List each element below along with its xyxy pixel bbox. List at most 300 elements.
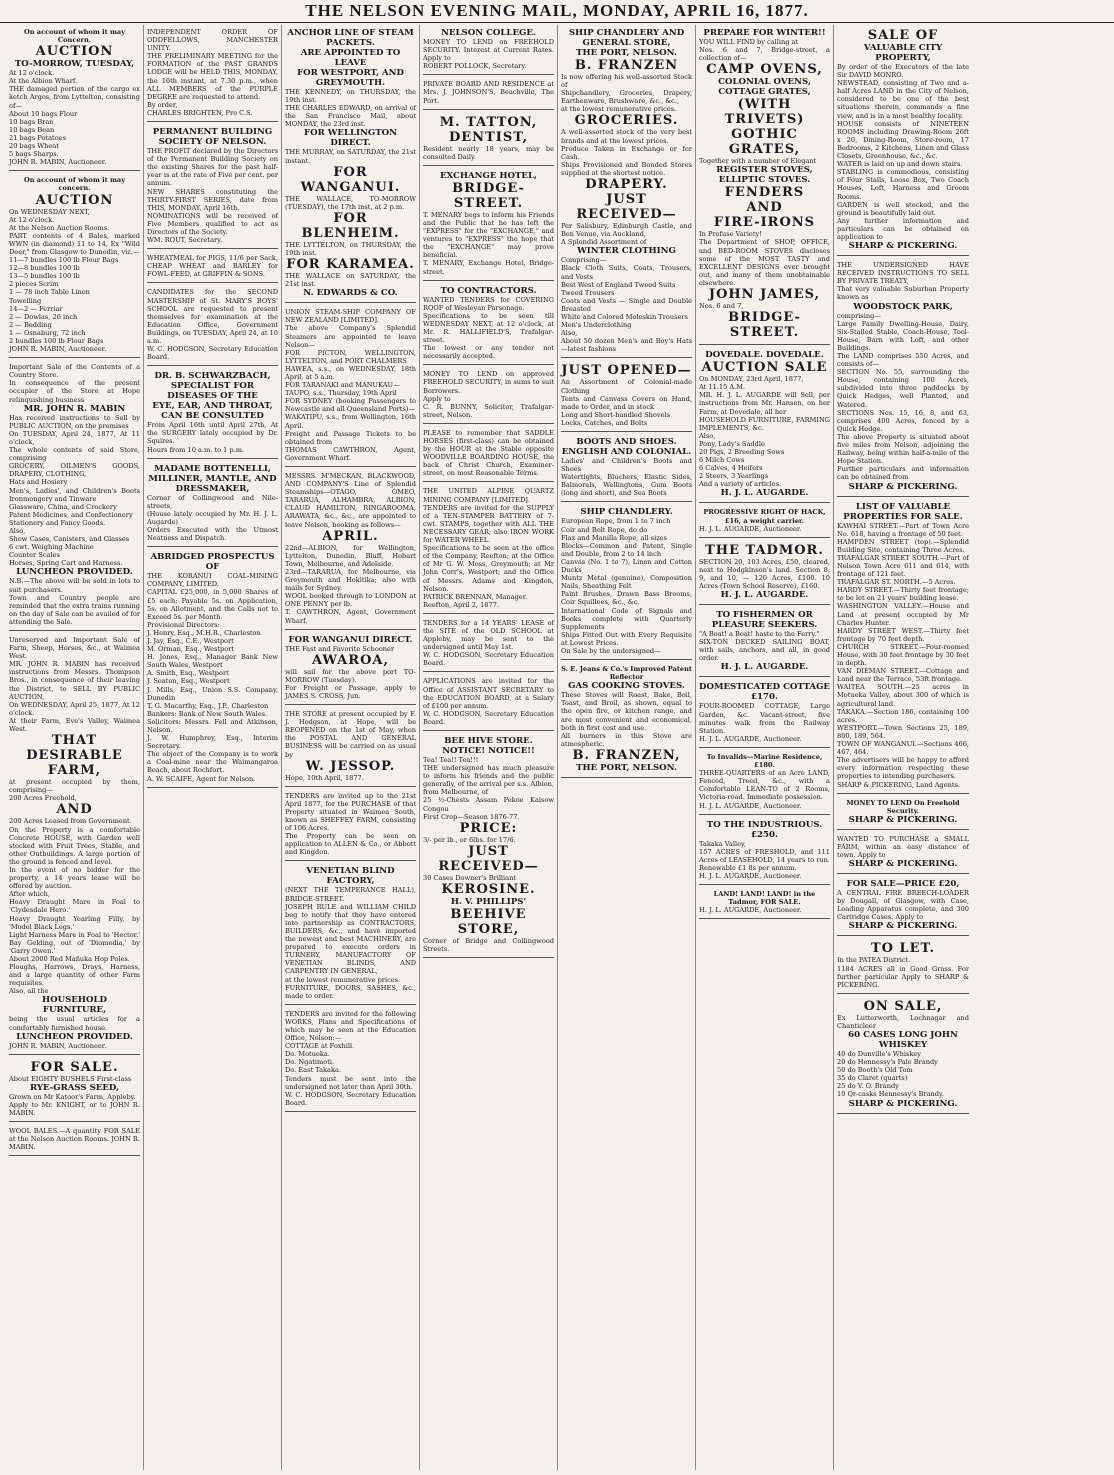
ad-text-line: First Crop—Season 1876-77. [423,812,520,821]
ad-text-line: J. Jay, Esq., C.E., Westport [147,636,234,645]
ad-text-line: being the usual articles for a comfortably furnished house. [9,1015,140,1032]
advertisement [285,863,416,1004]
ad-text-line: A CENTRAL FIRE BREECH-LOADER by Dougall, of Glasgow, with Case, Loading Apparatus complete, and 300 Cartridge Cases. Apply to [837,889,969,922]
ad-text-line: In the event of no bidder for the property, a 14 years lease will be offered by auction. [9,865,140,891]
ad-text-line: 5 bags Sharps. [9,150,59,159]
advertisement [423,367,554,424]
ad-text-line: 10 Qr-casks Hennessy's Brandy. [837,1090,944,1099]
ad-text-line: 2 pieces Scrim [9,280,59,289]
ad-text-line: THE WALLACE, TO-MORROW (TUESDAY), the 17th inst, at 2 p.m. [285,194,416,211]
ad-text-line: SIX-TON DECKED SAILING BOAT, with sails, anchors, and all, in good order. [699,638,830,663]
ad-text-line: Also, all the [9,987,49,996]
advertisement [699,540,830,605]
ad-text-line: Resident nearly 18 years, may be consulted Daily. [423,144,554,161]
ad-text-line: STABLING is commodious, consisting of Four Stalls, Loose Box, Two Coach Houses, Loft, Harness and Groom Rooms. [837,168,969,201]
ad-text-line: Hours from 10 a.m. to 1 p.m. [147,445,245,454]
column-2 [144,25,282,1470]
ad-text-line: CANDIDATES for the SECOND MASTERSHIP of St. MARY'S BOYS' SCHOOL are requested to present themselves for examination at the Education Office, Government Buildings, on TUESDAY, April 24, at 10 a.m. [147,288,278,345]
ad-heading: TO FISHERMEN OR PLEASURE SEEKERS. [711,610,818,631]
ad-text-line: Comprising— [561,256,607,265]
ad-text-line: Bay Gelding, out of 'Diomedia,' by 'Garry Owen.' [9,938,140,955]
ad-text-line: Horses, Spring Cart and Harness. [9,559,123,568]
advertisement [285,305,416,467]
ad-text-line: Large Family Dwelling-House, Dairy, Six-Stalled Stable, Coach-House, Tool-House, Barn with Loft, and other Buildings. [837,319,969,352]
advertisement [561,360,692,432]
ad-heading: MR. JOHN R. MABIN [23,403,126,414]
advertisement [9,1124,140,1156]
ad-text-line: JOSEPH RULE and WILLIAM CHILD beg to notify that they have entered into partnership as CONTRACTORS, BUILDERS, &c., and have imported the newest and best MACHINERY, are prepared to execute orders in TURNERY, MANUFACTORY OF VENETIAN BLINDS, AND CARPENTRY IN GENERAL, [285,902,416,976]
ad-text-line: H. Jones, Esq., Manager Bank New South Wales, Westport [147,653,278,670]
ad-text-line: MR. H. J. L. AUGARDE will Sell, per instructions from Mr. Hansen, on her Farm, at Dovedale, all her [699,391,830,416]
ad-text-line: GROCERY, OILMEN'S GOODS, DRAPERY, CLOTHING, [9,462,140,479]
advertisement [9,173,140,358]
ad-text-line: The whole contents of said Store, comprising [9,446,140,463]
ad-text-line: Corner of Collingwood and Nile-streets, [147,493,278,510]
advertisement [837,25,969,256]
ad-text-line: HOUSEHOLD FURNITURE, FARMING IMPLEMENTS, &c. [699,415,830,432]
ad-text-line: 20 Pigs, 2 Breeding Sows [699,447,785,456]
ad-heading: SHARP & PICKERING. [848,241,958,252]
ad-heading: TO THE INDUSTRIOUS. £250. [706,819,823,840]
ad-text-line: Further particulars and information can be obtained from [837,465,969,482]
ad-heading: H. J. L. AUGARDE. [720,488,809,499]
ad-text-line: The lowest or any tender not necessarily accepted. [423,344,554,361]
newspaper-page [6,25,1110,1470]
ad-text-line: Towelling [9,296,42,305]
ad-text-line: Blocks—Common and Patent, Single and Double, from 2 to 14 inch [561,541,692,558]
ad-heading: DENTIST, [449,129,528,145]
ad-text-line: Nos. 6 and 7, Bridge-street, a collection of— [699,46,830,63]
ad-text-line: MONEY TO LEND On Freehold Security. [846,798,960,815]
advertisement [147,549,278,787]
ad-heading: VALUABLE CITY PROPERTY, [863,43,943,63]
ad-text-line: Ships Fitted Out with Every Requisite at Lowest Prices. [561,630,692,647]
ad-heading: KEROSINE. [441,881,536,897]
ad-heading: MADAME BOTTENELLI, [154,463,271,474]
ad-text-line: N.B.—The above will be sold in lots to suit purchasers. [9,577,140,594]
ad-heading: MILLINER, MANTLE, AND DRESSMAKER, [148,473,277,494]
ad-heading: AUCTION [35,44,114,60]
ad-text-line: About 2000 Red Mañuka Hop Poles. [9,955,130,963]
ad-text-line: Apply to [423,394,451,403]
advertisement [285,632,416,705]
ad-text-line: An Assortment of Colonial-made Clothing [561,378,692,395]
ad-text-line: JOHN R. MABIN, Auctioneer. [9,1041,107,1050]
advertisement [699,679,830,747]
ad-text-line: at the lowest remunerative prices. [561,105,677,114]
ad-text-line: International Code of Signals and Books complete with Quarterly Supplements [561,606,692,631]
ad-text-line: After which, [9,890,50,899]
advertisement [423,168,554,281]
ad-text-line: THE LYTTELTON, on THURSDAY, the 19th inst. [285,240,416,257]
advertisement [285,25,416,303]
ad-heading: 60 CASES LONG JOHN WHISKEY [848,1030,958,1050]
ad-text-line: By order of the Executors of the late Sir DAVID MONRO. [837,63,969,80]
ad-text-line: comprising— [837,311,881,320]
ad-text-line: Also, [9,526,26,535]
ad-text-line: 157 ACRES of FRESHOLD, and 111 Acres of LEASEHOLD, 14 years to run. Renewable £1 8s per annum. [699,847,830,872]
ad-text-line: Black Cloth Suits, Coats, Trousers, and Vests [561,264,692,281]
ad-text-line: At 12 o'clock. [9,215,55,224]
ad-text-line: On Sale by the undersigned— [561,646,661,655]
ad-heading: TO CONTRACTORS. [440,285,537,296]
ad-text-line: On WEDNESDAY NEXT, [9,207,90,216]
ad-text-line: VAN DIEMAN STREET.—Cottage and Land near the Terrace, 53ft frontage. [837,667,969,684]
ad-text-line: at present occupied by them, comprising— [9,778,140,795]
ad-text-line: Stationery and Fancy Goods. [9,518,106,527]
advertisement [147,368,278,458]
ad-text-line: (NEXT THE TEMPERANCE HALL), BRIDGE-STREET. [285,886,416,903]
ad-text-line: White and Colored Moleskin Trousers [561,312,688,321]
ad-text-line: Town and Country people are reminded that the extra trains running on the day of Sale can be availed of for attending the Sale. [9,593,140,626]
ad-text-line: TAUPO, s.s., Thursday, 19th April [285,389,397,398]
ad-text-line: "A Boat! a Boat! haste to the Ferry." [699,630,820,639]
ad-text-line: TENDERS for a 14 YEARS' LEASE of the SITE of the OLD SCHOOL at Appleby, may be sent to the undersigned until May 1st. [423,618,554,652]
advertisement [147,25,278,122]
ad-heading: WINTER CLOTHING [577,246,676,257]
ad-text-line: 22nd—ALBION, for Wellington, Lyttelton, Dunedin, Bluff, Hobart Town, Melbourne, and Adelaide. [285,543,416,568]
column-6 [696,25,834,1470]
ad-heading: FARM, [47,763,102,779]
ad-text-line: Solicitors: Messrs. Fell and Atkinson, Nelson. [147,717,278,734]
ad-text-line: Counter Scales [9,551,60,560]
ad-text-line: WANTED TENDERS for COVERING ROOF of Wesleyan Parsonage. [423,295,554,312]
ad-text-line: YOU WILL FIND by calling at [699,38,799,46]
ad-text-line: Patent Medicines, and Confectionery [9,510,133,519]
ad-text-line: HARDY STREET WEST.—Thirty feet frontage by 70 feet depth. [837,626,969,643]
ad-text-line: European Rope, from 1 to 7 inch [561,517,671,526]
ad-text-line: Takaka Valley, [699,839,746,848]
ad-text-line: In the PATEA District. [837,956,911,965]
ad-text-line: THE KORANUI COAL-MINING COMPANY, LIMITED. [147,572,278,589]
ad-text-line: Ships Provisioned and Bonded Stores supplied at the shortest notice. [561,160,692,177]
ad-heading: BEEHIVE STORE, [450,906,527,937]
ad-heading: DOVEDALE. DOVEDALE. [705,350,824,361]
ad-text-line: Tents and Canvass Covers on Hand, made to Order, and in stock [561,394,692,411]
ad-text-line: TRAFALGAR ST. NORTH.—5 Acres. [837,578,956,587]
ad-text-line: 200 Acres Leased from Government. [9,817,132,826]
ad-text-line: Locks, Catches, and Bolts [561,418,648,427]
ad-heading: JUST RECEIVED— [438,843,539,874]
ad-text-line: Also, [699,431,716,440]
ad-text-line: at the lowest remunerative prices. [285,975,401,984]
ad-heading: JUST RECEIVED— [576,192,677,223]
ad-text-line: 200 Acres Freehold, [9,794,77,803]
ad-heading: ARE APPOINTED TO LEAVE [300,48,401,68]
advertisement [285,789,416,862]
ad-text-line: THE PROFIT declared by the Directors of the Permanent Building Society on the existing Shares for the past half-year is at the rate of Five per cent. per annum. [147,147,278,188]
ad-heading: B. FRANZEN, [572,747,681,763]
ad-heading: COTTAGE GRATES, [718,87,811,98]
ad-text-line: TOWN OF WANGANUI.—Sections 466, 467, 464. [837,740,969,757]
ad-heading: THAT DESIRABLE [26,733,123,764]
ad-text-line: WAITEA SOUTH.—25 acres in Motueka Valley, about 300 of which is agricultural land. [837,683,969,708]
ad-text-line: Men's, Ladies', and Children's Boots Ironmongery and Tinware [9,486,140,503]
ad-heading: CAN BE CONSULTED [161,411,264,422]
ad-text-line: MESSRS. M'MECKAN, BLACKWOOD, AND COMPANY'S Line of Splendid Steamships—OTAGO, OMEO, TARARUA, ALHAMBRA, ALBION, CLAUD HAMILTON, RINGAROOMA, ARAWATA, &c., &c., are appointed to leave Nelson, booking as follows— [285,472,416,529]
advertisement [561,25,692,358]
ad-heading: FOR WANGANUI DIRECT. [288,634,413,645]
ad-text-line: KAWHAI STREET.—Part of Town Acre No. 618, having a frontage of 50 feet. [837,521,969,538]
ad-text-line: 2 — Dowlas, 26 inch [9,312,78,321]
advertisement [699,887,830,919]
ad-text-line: In consequence of the present occupier of the Store at Hope relinquishing business [9,379,140,404]
ad-text-line: GARDEN is well stocked, and the ground is beautifully laid out. [837,200,969,217]
ad-heading: CAMP OVENS, [706,62,823,78]
ad-text-line: Freight and Passage Tickets to be obtained from [285,429,416,446]
ad-text-line: Tweed Trousers [561,288,615,297]
ad-text-line: 12—8 bundles 100 lb [9,264,80,273]
ad-text-line: A well-assorted stock of the very best brands and at the lowest prices. [561,128,692,145]
ad-heading: H. V. PHILLIPS' [450,896,527,907]
ad-text-line: SHARP & PICKERING, Land Agents. [837,780,961,789]
ad-heading: THE PORT, NELSON. [576,48,677,58]
ad-text-line: Important Sale of the Contents of a Country Store. [9,363,140,380]
ad-heading: SHARP & PICKERING. [848,921,958,932]
advertisement [423,77,554,109]
advertisement [9,360,140,631]
ad-text-line: Flax and Manilla Rope, all sizes [561,533,667,542]
ad-text-line: WATER is laid on up and down stairs. [837,160,963,169]
ad-text-line: Heavy Draught Yearling Filly, by 'Model Black Legs.' [9,914,140,931]
ad-heading: LUNCHEON PROVIDED. [16,567,133,578]
ad-text-line: 23rd—TARARUA, for Melbourne, via Greymouth and Hokitika; also with mails for Sydney. [285,567,416,593]
advertisement [837,996,969,1114]
column-3 [282,25,420,1470]
column-7 [834,25,972,1470]
ad-heading: NOTICE! NOTICE!! [442,746,535,756]
ad-heading: TO-MORROW, TUESDAY, [14,59,135,70]
ad-text-line: Paint Brushes, Drawn Bass Brooms, Coir Squillees, &c., &c. [561,590,692,607]
ad-text-line: M. Orman, Esq., Westport [147,645,234,654]
ad-heading: (WITH TRIVETS) [724,97,805,128]
ad-text-line: 2 Steers, 3 Yearlings [699,472,769,481]
ad-text-line: On WEDNESDAY, April 25, 1877, At 12 o'clock. [9,700,140,717]
column-5 [558,25,696,1470]
advertisement [9,1057,140,1122]
ad-text-line: On account of whom it may Concern. [23,28,126,45]
ad-text-line: PATRICK BRENNAN, Manager. [423,592,528,601]
ad-text-line: WOOL booked through to LONDON at ONE PENNY per lb. [285,592,416,609]
ad-text-line: A Splendid Assortment of [561,238,647,247]
ad-text-line: THE damaged portion of the cargo ex ketch Argos, from Lyttelton, consisting of— [9,85,140,110]
ad-text-line: Pony, Lady's Saddle [699,439,765,448]
ad-heading: EYE, EAR, AND THROAT, [152,401,273,412]
ad-text-line: THE MURRAY, on SATURDAY, the 21st instant. [285,148,416,165]
ad-heading: DOMESTICATED COTTAGE £170. [699,682,830,703]
ad-text-line: The above Company's Splendid Steamers are appointed to leave Nelson— [285,324,416,349]
ad-text-line: TENDERS are invited for the following WORKS, Plans and Specifications of which may be seen at the Education Office, Nelson:— [285,1009,416,1043]
ad-text-line: Best West of England Tweed Suits [561,280,676,289]
ad-text-line: 2 — Bedding [9,320,52,329]
ad-heading: ON SALE, [863,998,943,1014]
ad-text-line: By order, [147,100,178,109]
ad-text-line: Do. Motueka. [285,1050,330,1059]
ad-heading: H. J. L. AUGARDE. [720,590,809,601]
ad-text-line: J. Henry, Esq., M.H.R., Charleston [147,628,261,637]
ad-heading: DRAPERY. [585,177,668,193]
ad-text-line: Light Harness Mare in Foal to 'Hector.' [9,930,140,939]
ad-text-line: J. W. Humphrey, Esq., Interim Secretary. [147,734,278,751]
column-4 [420,25,558,1470]
ad-text-line: TENDERS are invited up to the 21st April 1877, for the PURCHASE of that Property situated in Waimea South, known as SHEFFEY FARM, consisting of 106 Acres. [285,791,416,833]
ad-text-line: FOUR-ROOMED COTTAGE, Large Garden, &c. Vacant-street, five minutes walk from the Railway Station. [699,702,830,735]
ad-text-line: THREE-QUARTERS of an Acre LAND, Fenced, Treed, &c., with a Comfortable LEAN-TO of 2 Rooms, Victoria-road. Immediate possession. [699,769,830,802]
ad-text-line: Grown on Mr Katoor's Farm, Appleby. [9,1092,136,1101]
ad-text-line: INDEPENDENT ORDER OF ODDFELLOWS, MANCHESTER UNITY. [147,28,278,53]
ad-heading: SALE OF [867,28,939,43]
ad-text-line: S. E. Jeans & Co.'s Improved Patent Reflector [561,665,692,682]
ad-text-line: On account of whom it may concern. [23,176,126,193]
ad-text-line: Tenders must be sent into the undersigned not later than April 30th. [285,1074,416,1091]
advertisement [561,434,692,502]
ad-text-line: Bankers: Bank of New South Wales. [147,709,268,718]
ad-heading: SPECIALIST FOR DISEASES OF THE [167,381,258,402]
advertisement [837,832,969,874]
ad-text-line: T. CAWTHRON, Agent, Government Wharf. [285,608,416,625]
ad-text-line: And a variety of articles. [699,480,782,489]
ad-text-line: Hats and Hosiery [9,478,68,487]
ad-heading: FOR KARAMEA. [286,257,415,273]
ad-text-line: 10 bags Bran [9,117,54,126]
ad-text-line: Shipchandlery, Groceries, Drapery, Earthenware, Brushware, &c., &c., [561,89,692,106]
ad-text-line: THE UNITED ALPINE QUARTZ MINING COMPANY [LIMITED]. [423,487,554,504]
ad-text-line: APPLICATIONS are invited for the Office of ASSISTANT SECRETARY to the EDUCATION BOARD, at a Salary of £100 per annum. [423,677,554,710]
ad-heading: B. FRANZEN [574,58,679,73]
advertisement [147,251,278,283]
ad-text-line: Long and Short-handled Shovels [561,410,670,419]
ad-text-line: 21 bags Potatoes [9,133,66,142]
ad-heading: ENGLISH AND COLONIAL. [561,447,692,457]
ad-heading: FOR WELLINGTON DIRECT. [304,128,397,149]
ad-text-line: TENDERS are invited for the SUPPLY of a TEN-STAMPER BATTERY of 7-cwt. STAMPS, together with ALL THE NECESSARY GEAR; also IRON WORK for WATER WHEEL. [423,503,554,545]
ad-text-line: H. J. L. AUGARDE, Auctioneer. [699,524,802,533]
ad-text-line: Has received instructions to Sell by PUBLIC AUCTION, on the premises [9,413,140,430]
ad-text-line: Hope, 10th April, 1877. [285,773,364,782]
advertisement [699,750,830,815]
ad-heading: JOHN JAMES, [708,287,821,303]
ad-text-line: At 11.15 A.M. [699,383,746,392]
ad-text-line: 35 do Claret (quarts) [837,1074,908,1083]
ad-text-line: 1 — 78 inch Table Linen [9,288,90,297]
ad-heading: FOR SALE. [30,1059,119,1075]
ad-text-line: THE undersigned has much pleasure to inform his friends and the public generally, of the arrival per s.s. Albion, from Melbourne, of [423,764,554,797]
ad-text-line: PROGRESSIVE RIGHT OF HACK, £16, a weight carrier. [703,508,826,525]
ad-text-line: LAND! LAND! LAND! in the Tadmor, FOR SALE. [713,890,816,907]
ad-text-line: SECTION 20, 103 Acres, £50, cleared, next to Hodgkinson's land. Section 8, 9, and 10, — 120 Acres, £100. 10 Acres (Town School Reserve), £160. [699,557,830,590]
ad-text-line: At their Farm, Eve's Valley, Waimea West. [9,716,140,734]
ad-text-line: will sail for the above port TO-MORROW (Tuesday). [285,667,416,684]
ad-text-line: HAWEA, s.s., on WEDNESDAY, 18th April, at 5 a.m. [285,364,416,381]
ad-text-line: THE WALLACE on SATURDAY, the 21st inst. [285,272,416,289]
advertisement [837,796,969,830]
ad-text-line: Muntz Metal (genuine), Composition Nails, Sheathing Felt [561,574,692,591]
ad-text-line: The LAND comprises 550 Acres, and consists of— [837,352,969,369]
ad-heading: REGISTER STOVES, [716,165,813,176]
advertisement [9,633,140,1055]
ad-text-line: 20 bags Wheat [9,142,59,151]
advertisement [699,817,830,885]
ad-text-line: CHARLES BRIGHTEN, Pro C.S. [147,108,253,117]
ad-heading: ELLIPTIC STOVES. [718,175,811,186]
ad-heading: FOR SALE—PRICE £20, [846,879,960,890]
ad-text-line: Orders Executed with the Utmost Neatness and Dispatch. [147,526,278,543]
ad-text-line: At the Albion Wharf. [9,77,78,86]
ad-text-line: H. J. L. AUGARDE, Auctioneer. [699,906,802,915]
ad-heading: COLONIAL OVENS, [718,77,811,88]
ad-text-line: CHURCH STREET.—Four-roomed House, with 30 feet frontage by 30 feet in depth. [837,642,969,668]
ad-text-line: The advertisers will be happy to afford every information respecting these properties to intending purchasers. [837,756,969,781]
ad-heading: RYE-GRASS SEED, [29,1082,120,1093]
ad-text-line: SECTIONS Nos. 15, 16, 8, and 63, comprises 400 Acres, fenced by a Quick Hedge. [837,408,969,433]
column-1 [6,25,144,1470]
advertisement [837,258,969,496]
ad-text-line: Tea! Tea!! Tea!!! [423,756,479,764]
ad-text-line: Men's Underclothing [561,321,632,330]
ad-text-line: For Freight or Passage, apply to JAMES S. CROSS, Jun. [285,683,416,700]
ad-text-line: THE PRELIMINARY MEETING for the FORMATION of the PAST GRANDS LODGE will be HELD THIS, MONDAY, the 16th instant, at 7.30 p.m., when ALL MEMBERS of the PURPLE DEGREE are requested to attend. [147,52,278,101]
advertisement [699,347,830,503]
ad-text-line: WASHINGTON VALLEY.—House and Land at present occupied by Mr Charles Hunter. [837,602,969,627]
advertisement [423,616,554,673]
ad-heading: SHARP & PICKERING. [848,859,958,870]
ad-heading: M. TATTON, [439,114,538,130]
ad-text-line: Corner of Bridge and Collingwood Streets. [423,936,554,954]
ad-text-line: J. Mills, Esq., Union S.S. Company, Dunedin [147,685,278,702]
ad-text-line: JOHN R. MABIN, Auctioneer. [9,158,107,167]
ad-heading: VENETIAN BLIND FACTORY, [306,866,395,887]
ad-text-line: H. J. L. AUGARDE, Auctioneer. [699,801,802,810]
ad-text-line: MONEY TO LEND on approved FREEHOLD SECURITY, in sums to suit Borrowers. [423,370,554,395]
ad-text-line: The Property can be seen on application to ALLEN & Co., or Abbott and Kingdon. [285,832,416,857]
ad-text-line: Any further information and particulars can be obtained on application to [837,216,969,241]
ad-text-line: Produce Taken in Exchange or for Cash. [561,144,692,161]
ad-text-line: J. Seaton, Esq., Westport [147,677,230,686]
ad-heading: HOUSEHOLD FURNITURE, [42,995,107,1016]
ad-text-line: NEWSTEAD, consisting of Two and a-half Acres LAND in the City of Nelson, considered to be one of the best situations therein, commands a fine view, and is in a most healthy locality. [837,79,969,120]
ad-text-line: ROBERT POLLOCK, Secretary. [423,62,527,71]
ad-text-line: Coats and Vests — Single and Double Breasted [561,296,692,313]
ad-heading: AUCTION SALE [701,360,828,376]
ad-heading: AWAROA, [311,652,390,668]
ad-text-line: 20 do Hennessy's Pale Brandy [837,1058,938,1067]
ad-text-line: TRAFALGAR STREET SOUTH.—Part of Nelson Town Acre 611 and 614, with frontage of 121 feet. [837,553,969,579]
ad-text-line: T. G. Macarthy, Esq., J.P., Charleston [147,701,269,710]
ad-text-line: About 10 bags Flour [9,109,78,118]
ad-text-line: W. C. HODGSON, Secretary Education Board. [423,651,554,668]
ad-heading: BRIDGE-STREET. [452,180,525,211]
ad-heading: SHARP & PICKERING. [848,814,958,825]
newspaper-masthead: THE NELSON EVENING MAIL, MONDAY, APRIL 16, 1877. [0,0,1114,23]
ad-text-line: Canvas (No. 1 to 7), Linen and Cotton Ducks [561,557,692,575]
ad-text-line: NEW SHARES constituting the THIRTY-FIRST SERIES, date from THIS, MONDAY, April 16th. [147,187,278,212]
advertisement [423,426,554,483]
ad-heading: W. JESSOP. [305,758,396,774]
ad-heading: N. EDWARDS & CO. [303,288,398,299]
ad-heading: FOR WANGANUI. [300,164,401,195]
ad-text-line: 6 Milch Cows [699,456,745,465]
ad-text-line: Also, [561,329,578,338]
ad-text-line: HAMPDEN STREET (top).—Splendid Building Site, containing Three Acres. [837,537,969,554]
ad-text-line: 1 — Osnaburg, 72 inch [9,328,86,337]
ad-text-line: H. J. L. AUGARDE, Auctioneer. [699,871,802,880]
ad-text-line: Per Salisbury, Edinburgh Castle, and Ben Venue, via Auckland, [561,222,692,239]
ad-text-line: THE STORE at present occupied by F. J. Hodgson, at Hope, will be REOPENED on the 1st of May, when the POSTAL AND GENERAL BUSINESS will be carried on as usual by [285,710,416,759]
advertisement [837,938,969,993]
ad-heading: SHARP & PICKERING. [848,1098,958,1109]
ad-text-line: At 12 o'clock. [9,69,55,78]
ad-heading: PRICE: [459,820,518,836]
